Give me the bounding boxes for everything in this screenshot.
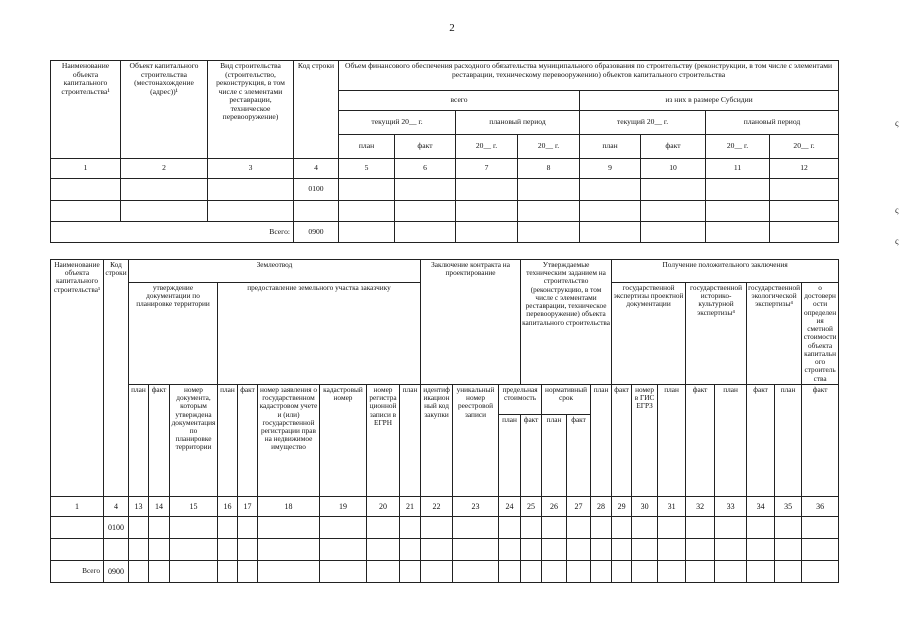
cell (208, 179, 294, 201)
cell (367, 538, 400, 560)
col-number: 3 (208, 159, 294, 179)
header-norm-term: нормативный срок (542, 384, 591, 414)
cell (339, 201, 395, 222)
header-docs: утверждение документации по планировке территории (129, 283, 218, 385)
header-plan: план (542, 414, 567, 496)
cell (51, 516, 104, 538)
edge-mark: ς (895, 118, 899, 128)
col-number: 22 (421, 496, 453, 516)
col-number: 5 (339, 159, 395, 179)
table-row (51, 179, 839, 201)
cell (170, 516, 218, 538)
cell (258, 516, 320, 538)
col-number: 25 (521, 496, 542, 516)
col-number: 4 (104, 496, 129, 516)
cell (770, 179, 839, 201)
page-number: 2 (449, 22, 455, 34)
row-code: 0100 (104, 516, 129, 538)
cell (542, 538, 567, 560)
header-fact: факт (641, 135, 706, 159)
header-total: всего (339, 91, 580, 111)
col-number: 24 (499, 496, 521, 516)
header-fact: факт (686, 384, 715, 496)
header-subsidy: из них в размере Субсидии (580, 91, 839, 111)
cell (641, 222, 706, 243)
total-code: 0900 (104, 560, 129, 582)
cell (51, 201, 121, 222)
cell (104, 538, 129, 560)
header-fact: факт (395, 135, 456, 159)
cell (238, 516, 258, 538)
cell (521, 538, 542, 560)
col-number: 4 (294, 159, 339, 179)
cell (641, 201, 706, 222)
header-kind: Вид строительства (строительство, реконструкция, в том числе с элементами реставрации, техническое перевооружение) (208, 61, 294, 159)
col-number: 13 (129, 496, 149, 516)
cell (658, 560, 686, 582)
cell (632, 516, 658, 538)
land-allotment-table (50, 259, 839, 583)
cell (802, 560, 839, 582)
financing-table (50, 60, 839, 243)
cell (521, 516, 542, 538)
cell (612, 516, 632, 538)
header-year: 20__ г. (456, 135, 518, 159)
header-name: Наименование объекта капитального строительства¹ (51, 260, 104, 497)
cell (208, 201, 294, 222)
cell (499, 516, 521, 538)
header-object: Объект капитального строительства (местонахождение (адрес))¹ (121, 61, 208, 159)
header-plan: план (775, 384, 802, 496)
header-fact: факт (149, 384, 170, 496)
cell (320, 538, 367, 560)
header-plan-period: плановый период (706, 111, 839, 135)
edge-mark: ς (895, 205, 899, 215)
header-volume: Объем финансового обеспечения расходного обязательства муниципального образования по строительству (реконструкции, в том числе с элементами реставрации, техническому перевооружению) объектов капитального строительства (339, 61, 839, 91)
col-number: 19 (320, 496, 367, 516)
header-doc-number: номер документа, которым утверждена документация по планировке территории (170, 384, 218, 496)
header-cadastral: кадастровый номер (320, 384, 367, 496)
cell (612, 560, 632, 582)
header-plan: план (339, 135, 395, 159)
header-state-exp: государственной экспертизы проектной документации (612, 283, 686, 385)
total-row (51, 560, 839, 582)
col-number: 11 (706, 159, 770, 179)
header-reg-number: номер регистрационной записи в ЕГРН (367, 384, 400, 496)
cell (453, 560, 499, 582)
header-fact: факт (567, 414, 591, 496)
table-row (51, 516, 839, 538)
cell (775, 516, 802, 538)
cell (686, 538, 715, 560)
cell (121, 179, 208, 201)
cell (367, 516, 400, 538)
cell (518, 222, 580, 243)
header-conclusion: Получение положительного заключения (612, 260, 839, 283)
header-plan-period: плановый период (456, 111, 580, 135)
cell (706, 222, 770, 243)
col-number: 1 (51, 496, 104, 516)
table-row (51, 538, 839, 560)
cell (641, 179, 706, 201)
header-name: Наименование объекта капитального строительства¹ (51, 61, 121, 159)
cell (770, 222, 839, 243)
cell (499, 538, 521, 560)
header-plan: план (400, 384, 421, 496)
cell (715, 560, 747, 582)
col-number: 33 (715, 496, 747, 516)
header-plan: план (499, 414, 521, 496)
cell (395, 179, 456, 201)
col-number: 18 (258, 496, 320, 516)
cell (51, 538, 104, 560)
cell (453, 538, 499, 560)
cell (802, 516, 839, 538)
cell (658, 538, 686, 560)
cell (129, 516, 149, 538)
cell (542, 516, 567, 538)
header-current-year: текущий 20__ г. (580, 111, 706, 135)
col-number: 29 (612, 496, 632, 516)
cell (320, 560, 367, 582)
col-number: 7 (456, 159, 518, 179)
cell (395, 201, 456, 222)
col-number: 30 (632, 496, 658, 516)
header-plan: план (218, 384, 238, 496)
cell (400, 538, 421, 560)
cell (632, 560, 658, 582)
cell (453, 516, 499, 538)
cell (218, 560, 238, 582)
header-year: 20__ г. (518, 135, 580, 159)
header-unique: уникальный номер реестровой записи (453, 384, 499, 496)
total-row (51, 222, 839, 243)
cell (456, 201, 518, 222)
cell (170, 560, 218, 582)
cell (775, 560, 802, 582)
total-code: 0900 (294, 222, 339, 243)
cell (238, 538, 258, 560)
cell (258, 560, 320, 582)
cell (400, 560, 421, 582)
cell (499, 560, 521, 582)
cell (218, 516, 238, 538)
cell (715, 538, 747, 560)
header-fact: факт (747, 384, 775, 496)
col-number: 15 (170, 496, 218, 516)
cell (567, 560, 591, 582)
header-ident: идентификационный код закупки (421, 384, 453, 496)
cell (580, 179, 641, 201)
cell (218, 538, 238, 560)
header-app-number: номер заявления о государственном кадастровом учете и (или) государственной регистрации прав на недвижимое имущество (258, 384, 320, 496)
cell (706, 201, 770, 222)
header-year: 20__ г. (706, 135, 770, 159)
cell (421, 560, 453, 582)
header-fact: факт (612, 384, 632, 496)
cell (632, 538, 658, 560)
header-fact: факт (802, 384, 839, 496)
cell (121, 201, 208, 222)
header-land-grant: предоставление земельного участка заказчику (218, 283, 421, 385)
cell (518, 201, 580, 222)
header-cost-exp: о достоверности определения сметной стоимости объекта капитального строительства (802, 283, 839, 385)
cell (580, 222, 641, 243)
col-number: 26 (542, 496, 567, 516)
cell (339, 179, 395, 201)
column-number-row (51, 496, 839, 516)
header-code: Код строки (294, 61, 339, 159)
cell (770, 201, 839, 222)
col-number: 28 (591, 496, 612, 516)
cell (395, 222, 456, 243)
cell (129, 538, 149, 560)
header-land: Землеотвод (129, 260, 421, 283)
cell (580, 201, 641, 222)
header-plan: план (658, 384, 686, 496)
col-number: 23 (453, 496, 499, 516)
col-number: 12 (770, 159, 839, 179)
col-number: 36 (802, 496, 839, 516)
col-number: 10 (641, 159, 706, 179)
cell (456, 179, 518, 201)
cell (170, 538, 218, 560)
cell (567, 516, 591, 538)
col-number: 27 (567, 496, 591, 516)
header-plan: план (715, 384, 747, 496)
col-number: 34 (747, 496, 775, 516)
cell (521, 560, 542, 582)
cell (456, 222, 518, 243)
cell (658, 516, 686, 538)
header-plan: план (591, 384, 612, 496)
col-number: 2 (121, 159, 208, 179)
cell (258, 538, 320, 560)
cell (706, 179, 770, 201)
cell (367, 560, 400, 582)
cell (591, 560, 612, 582)
cell (567, 538, 591, 560)
cell (129, 560, 149, 582)
cell (591, 516, 612, 538)
cell (51, 179, 121, 201)
header-limit-cost: предельная стоимость (499, 384, 542, 414)
header-hist-exp: государственной историко-культурной экспертизы⁴ (686, 283, 747, 385)
header-gis-number: номер в ГИС ЕГРЗ (632, 384, 658, 496)
cell (747, 516, 775, 538)
cell (775, 538, 802, 560)
edge-mark: ς (895, 236, 899, 246)
col-number: 8 (518, 159, 580, 179)
header-contract: Заключение контракта на проектирование (421, 260, 521, 385)
cell (518, 179, 580, 201)
column-number-row (51, 159, 839, 179)
header-code: Код строки (104, 260, 129, 497)
cell (238, 560, 258, 582)
header-approved: Утверждаемые техническим заданием на строительство (реконструкцию, в том числе с элементами реставрации, техническое перевооружение) объекта капитального строительства (521, 260, 612, 385)
header-fact: факт (238, 384, 258, 496)
cell (421, 538, 453, 560)
cell (542, 560, 567, 582)
cell (149, 538, 170, 560)
header-plan: план (580, 135, 641, 159)
col-number: 6 (395, 159, 456, 179)
col-number: 32 (686, 496, 715, 516)
table-row (51, 201, 839, 222)
cell (612, 538, 632, 560)
header-fact: факт (521, 414, 542, 496)
cell (400, 516, 421, 538)
cell (686, 516, 715, 538)
cell (802, 538, 839, 560)
cell (421, 516, 453, 538)
cell (747, 560, 775, 582)
cell (715, 516, 747, 538)
total-label: Всего (51, 560, 104, 582)
cell (294, 201, 339, 222)
header-eco-exp: государственной экологической экспертизы⁴ (747, 283, 802, 385)
cell (747, 538, 775, 560)
col-number: 20 (367, 496, 400, 516)
header-year: 20__ г. (770, 135, 839, 159)
cell (686, 560, 715, 582)
col-number: 35 (775, 496, 802, 516)
col-number: 31 (658, 496, 686, 516)
col-number: 17 (238, 496, 258, 516)
col-number: 16 (218, 496, 238, 516)
cell (149, 560, 170, 582)
header-current-year: текущий 20__ г. (339, 111, 456, 135)
col-number: 14 (149, 496, 170, 516)
cell (320, 516, 367, 538)
cell (149, 516, 170, 538)
row-code: 0100 (294, 179, 339, 201)
header-plan: план (129, 384, 149, 496)
col-number: 9 (580, 159, 641, 179)
total-label: Всего: (51, 222, 294, 243)
cell (591, 538, 612, 560)
cell (339, 222, 395, 243)
col-number: 21 (400, 496, 421, 516)
col-number: 1 (51, 159, 121, 179)
